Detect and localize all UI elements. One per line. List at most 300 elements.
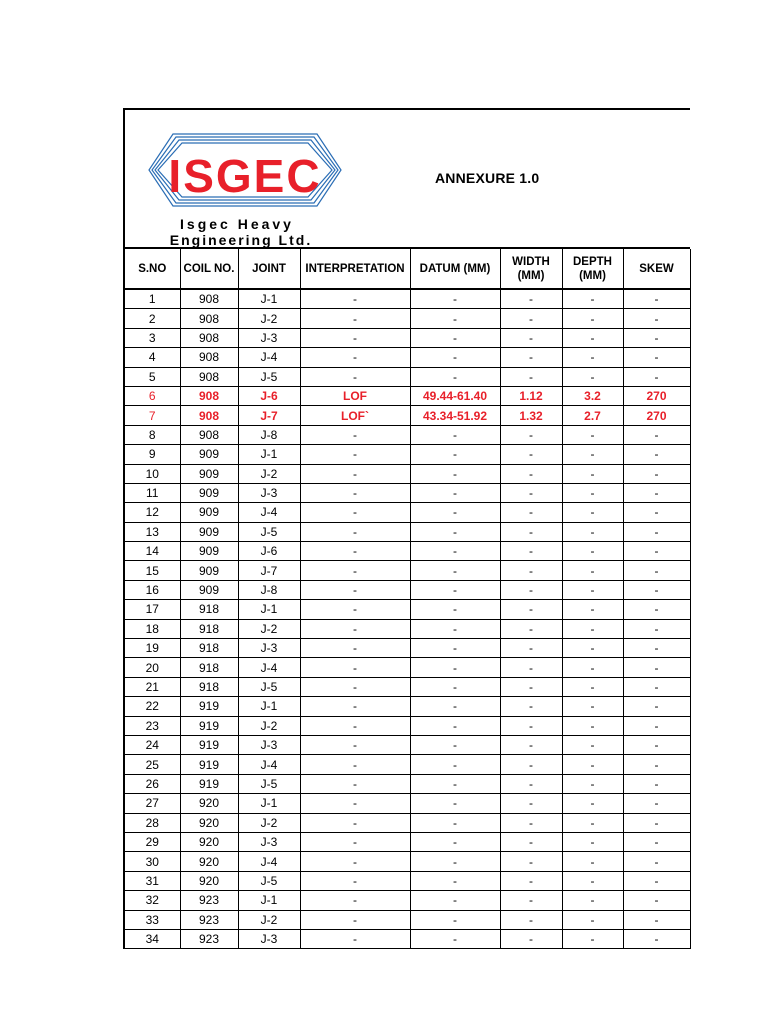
cell-joint: J-4 [238,348,300,367]
cell-joint: J-7 [238,406,300,425]
cell-depth: - [562,445,623,464]
cell-interpretation: - [300,910,410,929]
cell-datum: - [410,755,500,774]
isgec-logo-graphic [145,124,345,247]
cell-datum: - [410,542,500,561]
column-header-coil-no: COIL NO. [180,249,238,289]
table-row [125,716,690,735]
cell-coil-no: 909 [180,483,238,502]
cell-sno: 17 [125,600,180,619]
table-row [125,794,690,813]
column-header-sno: S.NO [125,249,180,289]
table-row [125,697,690,716]
cell-skew: - [623,580,690,599]
cell-coil-no: 923 [180,891,238,910]
cell-joint: J-2 [238,716,300,735]
cell-interpretation: - [300,464,410,483]
isgec-logo [145,124,345,247]
cell-joint: J-5 [238,677,300,696]
cell-interpretation: - [300,871,410,890]
cell-joint: J-3 [238,328,300,347]
cell-depth: - [562,639,623,658]
logo-company-line2: Engineering Ltd. [169,232,313,247]
table-row [125,600,690,619]
cell-interpretation: - [300,619,410,638]
column-header-interpretation: INTERPRETATION [300,249,410,289]
cell-joint: J-5 [238,871,300,890]
page-title: ANNEXURE 1.0 [435,170,540,186]
cell-coil-no: 909 [180,522,238,541]
cell-joint: J-2 [238,464,300,483]
cell-skew: - [623,367,690,386]
column-header-depth: DEPTH (MM) [562,249,623,289]
cell-width: - [500,697,562,716]
table-row [125,658,690,677]
cell-width: - [500,929,562,948]
table-row [125,425,690,444]
cell-width: - [500,328,562,347]
cell-interpretation: - [300,832,410,851]
table-row [125,639,690,658]
cell-coil-no: 909 [180,445,238,464]
cell-sno: 3 [125,328,180,347]
cell-sno: 2 [125,309,180,328]
cell-depth: - [562,580,623,599]
cell-datum: - [410,774,500,793]
table-row [125,813,690,832]
cell-depth: - [562,348,623,367]
cell-width: - [500,619,562,638]
cell-skew: - [623,348,690,367]
table-header-row [125,249,690,289]
cell-skew: - [623,639,690,658]
annexure-sheet [123,108,690,949]
cell-width: - [500,658,562,677]
cell-coil-no: 918 [180,639,238,658]
cell-skew: - [623,832,690,851]
column-header-skew: SKEW [623,249,690,289]
cell-depth: - [562,600,623,619]
cell-width: - [500,425,562,444]
cell-width: - [500,794,562,813]
table-row [125,871,690,890]
cell-interpretation: - [300,445,410,464]
cell-interpretation: LOF [300,386,410,405]
cell-datum: - [410,522,500,541]
cell-coil-no: 920 [180,813,238,832]
cell-datum: - [410,716,500,735]
cell-interpretation: - [300,600,410,619]
cell-depth: - [562,677,623,696]
cell-sno: 29 [125,832,180,851]
logo-brand-text: ISGEC [168,150,322,202]
logo-company-line1: Isgec Heavy [180,216,294,232]
cell-skew: - [623,677,690,696]
cell-coil-no: 920 [180,794,238,813]
cell-coil-no: 909 [180,580,238,599]
cell-depth: - [562,658,623,677]
cell-sno: 19 [125,639,180,658]
cell-interpretation: - [300,561,410,580]
cell-coil-no: 923 [180,910,238,929]
cell-datum: - [410,794,500,813]
cell-depth: - [562,483,623,502]
cell-interpretation: - [300,852,410,871]
cell-coil-no: 909 [180,503,238,522]
cell-coil-no: 908 [180,386,238,405]
cell-interpretation: - [300,735,410,754]
cell-depth: - [562,813,623,832]
cell-sno: 26 [125,774,180,793]
cell-width: - [500,639,562,658]
cell-coil-no: 909 [180,542,238,561]
cell-joint: J-2 [238,309,300,328]
cell-skew: - [623,794,690,813]
cell-coil-no: 908 [180,425,238,444]
cell-width: - [500,503,562,522]
cell-skew: - [623,425,690,444]
cell-coil-no: 918 [180,619,238,638]
cell-skew: 270 [623,406,690,425]
cell-joint: J-8 [238,580,300,599]
table-row [125,386,690,405]
cell-joint: J-3 [238,735,300,754]
cell-datum: 43.34-51.92 [410,406,500,425]
table-row [125,735,690,754]
cell-joint: J-4 [238,503,300,522]
table-row [125,891,690,910]
cell-joint: J-2 [238,619,300,638]
cell-skew: - [623,891,690,910]
cell-width: - [500,348,562,367]
cell-interpretation: - [300,348,410,367]
cell-skew: - [623,561,690,580]
cell-skew: - [623,716,690,735]
table-row [125,309,690,328]
cell-datum: - [410,309,500,328]
table-row [125,464,690,483]
table-row [125,910,690,929]
column-header-joint: JOINT [238,249,300,289]
cell-coil-no: 918 [180,600,238,619]
cell-coil-no: 908 [180,328,238,347]
cell-skew: - [623,755,690,774]
cell-depth: - [562,503,623,522]
cell-depth: 2.7 [562,406,623,425]
cell-interpretation: - [300,891,410,910]
cell-width: - [500,716,562,735]
cell-joint: J-1 [238,697,300,716]
table-row [125,619,690,638]
cell-coil-no: 909 [180,464,238,483]
cell-datum: - [410,852,500,871]
cell-depth: - [562,425,623,444]
cell-depth: - [562,891,623,910]
cell-interpretation: - [300,580,410,599]
table-row [125,774,690,793]
table-row [125,503,690,522]
cell-depth: - [562,522,623,541]
cell-width: - [500,367,562,386]
cell-width: - [500,600,562,619]
cell-depth: - [562,774,623,793]
cell-datum: - [410,658,500,677]
cell-skew: 270 [623,386,690,405]
table-row [125,445,690,464]
cell-coil-no: 919 [180,697,238,716]
cell-coil-no: 923 [180,929,238,948]
cell-sno: 10 [125,464,180,483]
cell-interpretation: - [300,522,410,541]
cell-datum: 49.44-61.40 [410,386,500,405]
cell-skew: - [623,328,690,347]
cell-datum: - [410,328,500,347]
cell-width: - [500,774,562,793]
cell-width: - [500,542,562,561]
cell-interpretation: - [300,813,410,832]
cell-coil-no: 920 [180,832,238,851]
cell-datum: - [410,910,500,929]
cell-depth: - [562,542,623,561]
cell-interpretation: - [300,716,410,735]
cell-datum: - [410,561,500,580]
cell-sno: 30 [125,852,180,871]
table-row [125,289,690,309]
cell-coil-no: 908 [180,406,238,425]
cell-depth: - [562,367,623,386]
cell-joint: J-1 [238,794,300,813]
cell-sno: 7 [125,406,180,425]
cell-skew: - [623,600,690,619]
cell-interpretation: - [300,542,410,561]
cell-sno: 15 [125,561,180,580]
cell-depth: 3.2 [562,386,623,405]
cell-interpretation: - [300,658,410,677]
cell-interpretation: - [300,425,410,444]
cell-depth: - [562,852,623,871]
cell-width: - [500,735,562,754]
cell-skew: - [623,852,690,871]
cell-coil-no: 908 [180,348,238,367]
cell-interpretation: - [300,794,410,813]
cell-width: - [500,871,562,890]
cell-datum: - [410,697,500,716]
cell-datum: - [410,600,500,619]
cell-joint: J-4 [238,658,300,677]
cell-width: - [500,522,562,541]
cell-coil-no: 909 [180,561,238,580]
cell-width: - [500,813,562,832]
table-row [125,542,690,561]
cell-sno: 20 [125,658,180,677]
cell-depth: - [562,735,623,754]
table-row [125,852,690,871]
cell-joint: J-3 [238,483,300,502]
cell-joint: J-2 [238,813,300,832]
cell-interpretation: - [300,328,410,347]
cell-width: - [500,755,562,774]
table-row [125,561,690,580]
cell-skew: - [623,445,690,464]
cell-interpretation: - [300,755,410,774]
cell-width: - [500,910,562,929]
cell-interpretation: - [300,367,410,386]
cell-sno: 31 [125,871,180,890]
cell-sno: 34 [125,929,180,948]
cell-datum: - [410,871,500,890]
cell-datum: - [410,445,500,464]
cell-skew: - [623,658,690,677]
cell-joint: J-6 [238,386,300,405]
cell-interpretation: - [300,503,410,522]
table-body [125,289,690,949]
table-row [125,832,690,851]
cell-skew: - [623,619,690,638]
cell-skew: - [623,309,690,328]
cell-datum: - [410,813,500,832]
table-row [125,483,690,502]
cell-skew: - [623,813,690,832]
table-row [125,522,690,541]
table-row [125,580,690,599]
cell-joint: J-1 [238,891,300,910]
cell-sno: 23 [125,716,180,735]
cell-coil-no: 908 [180,367,238,386]
table-row [125,348,690,367]
table-row [125,929,690,948]
cell-sno: 24 [125,735,180,754]
cell-width: - [500,832,562,851]
cell-interpretation: - [300,697,410,716]
cell-depth: - [562,289,623,309]
cell-sno: 14 [125,542,180,561]
cell-coil-no: 908 [180,309,238,328]
cell-joint: J-1 [238,600,300,619]
cell-interpretation: - [300,677,410,696]
cell-sno: 4 [125,348,180,367]
cell-width: 1.12 [500,386,562,405]
cell-width: 1.32 [500,406,562,425]
cell-sno: 16 [125,580,180,599]
cell-coil-no: 920 [180,852,238,871]
cell-interpretation: - [300,309,410,328]
cell-interpretation: - [300,929,410,948]
cell-depth: - [562,561,623,580]
cell-width: - [500,580,562,599]
cell-joint: J-4 [238,852,300,871]
table-row [125,406,690,425]
cell-joint: J-3 [238,639,300,658]
cell-joint: J-1 [238,289,300,309]
cell-datum: - [410,619,500,638]
cell-joint: J-5 [238,367,300,386]
cell-datum: - [410,891,500,910]
cell-interpretation: - [300,289,410,309]
cell-joint: J-5 [238,522,300,541]
cell-sno: 21 [125,677,180,696]
cell-datum: - [410,367,500,386]
cell-sno: 12 [125,503,180,522]
table-row [125,755,690,774]
cell-depth: - [562,871,623,890]
table-row [125,677,690,696]
cell-joint: J-7 [238,561,300,580]
cell-coil-no: 918 [180,677,238,696]
cell-width: - [500,464,562,483]
cell-skew: - [623,910,690,929]
cell-datum: - [410,289,500,309]
cell-coil-no: 919 [180,774,238,793]
cell-datum: - [410,580,500,599]
cell-sno: 25 [125,755,180,774]
cell-sno: 8 [125,425,180,444]
cell-coil-no: 919 [180,735,238,754]
sheet-header [125,110,690,249]
cell-sno: 11 [125,483,180,502]
cell-datum: - [410,348,500,367]
cell-skew: - [623,464,690,483]
cell-datum: - [410,503,500,522]
cell-datum: - [410,735,500,754]
cell-sno: 13 [125,522,180,541]
cell-skew: - [623,542,690,561]
cell-skew: - [623,289,690,309]
table-row [125,367,690,386]
cell-joint: J-6 [238,542,300,561]
cell-width: - [500,891,562,910]
cell-coil-no: 919 [180,716,238,735]
cell-depth: - [562,328,623,347]
cell-skew: - [623,503,690,522]
cell-sno: 28 [125,813,180,832]
cell-interpretation: - [300,639,410,658]
cell-sno: 22 [125,697,180,716]
cell-joint: J-2 [238,910,300,929]
cell-width: - [500,677,562,696]
cell-depth: - [562,697,623,716]
cell-width: - [500,561,562,580]
cell-coil-no: 920 [180,871,238,890]
cell-sno: 32 [125,891,180,910]
cell-datum: - [410,464,500,483]
cell-joint: J-3 [238,832,300,851]
cell-interpretation: LOF` [300,406,410,425]
cell-skew: - [623,522,690,541]
cell-depth: - [562,832,623,851]
cell-depth: - [562,619,623,638]
cell-datum: - [410,832,500,851]
cell-interpretation: - [300,483,410,502]
cell-coil-no: 918 [180,658,238,677]
cell-depth: - [562,910,623,929]
column-header-width: WIDTH (MM) [500,249,562,289]
cell-depth: - [562,464,623,483]
cell-joint: J-4 [238,755,300,774]
cell-skew: - [623,697,690,716]
inspection-table [125,249,691,949]
cell-width: - [500,289,562,309]
cell-datum: - [410,483,500,502]
cell-depth: - [562,309,623,328]
cell-skew: - [623,774,690,793]
cell-joint: J-3 [238,929,300,948]
cell-depth: - [562,794,623,813]
cell-skew: - [623,929,690,948]
cell-joint: J-8 [238,425,300,444]
cell-sno: 5 [125,367,180,386]
cell-joint: J-5 [238,774,300,793]
cell-sno: 6 [125,386,180,405]
